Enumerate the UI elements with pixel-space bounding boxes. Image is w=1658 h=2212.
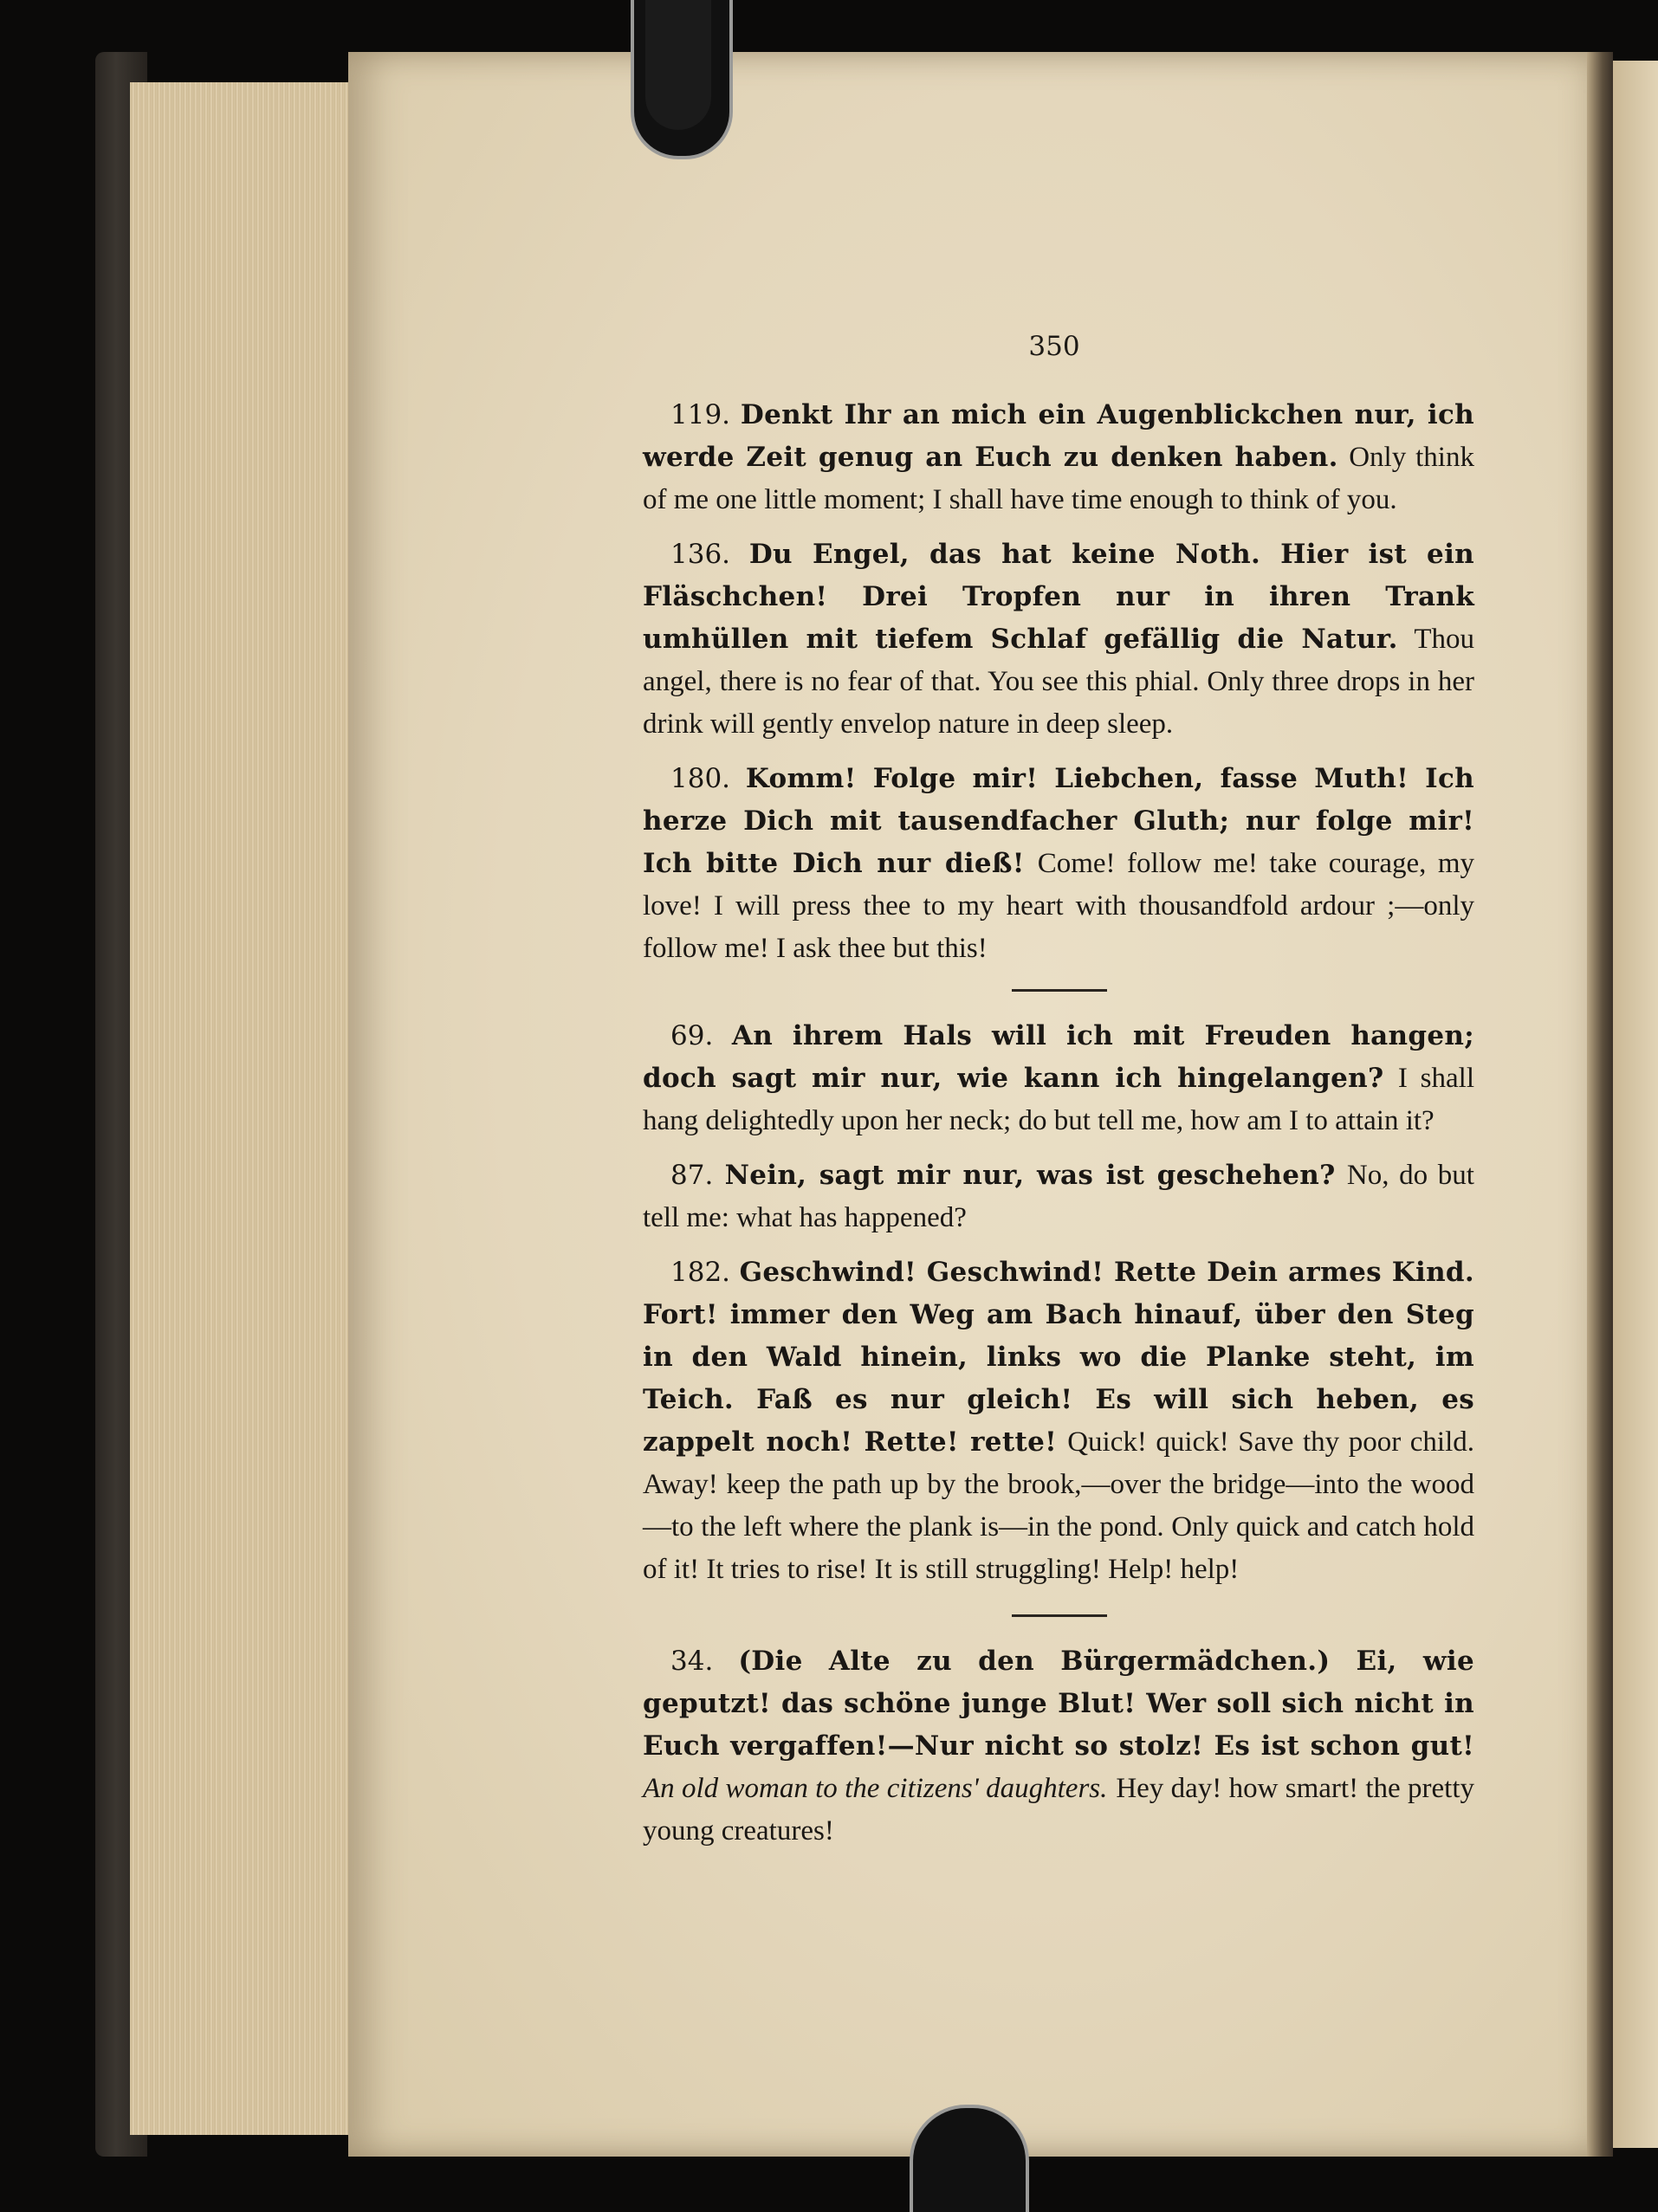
entry-german-text: Denkt Ihr an mich ein Augenblickchen nur, ich werde Zeit genug an Euch zu denken haben. — [643, 399, 1474, 473]
entry-number: 182. — [670, 1257, 731, 1288]
entry-german-text: Komm! Folge mir! Liebchen, fasse Muth! Ich herze Dich mit tausendfacher Gluth; nur folge mir! Ich bitte Dich nur dieß! — [643, 763, 1474, 879]
entry-german-text: Du Engel, das hat keine Noth. Hier ist ein Fläschchen! Drei Tropfen nur in ihren Trank umhüllen mit tiefem Schlaf gefällig die Natur. — [643, 539, 1474, 655]
entry-english-text: Only think of me one little moment; I shall have time enough to think of you. — [643, 442, 1474, 515]
entry-number: 180. — [670, 763, 731, 794]
entry-english-text: No, do but tell me: what has happened? — [643, 1160, 1474, 1233]
entry-number: 87. — [670, 1160, 714, 1191]
entry-english-text: I shall hang delightedly upon her neck; do but tell me, how am I to attain it? — [643, 1063, 1474, 1136]
entry-69 — [643, 1015, 1474, 1142]
entry-english-text: Thou angel, there is no fear of that. You see this phial. Only three drops in her drink will gently envelop nature in deep sleep. — [643, 624, 1475, 740]
entry-number: 136. — [670, 539, 731, 570]
entry-english-text: Come! follow me! take courage, my love! I will press thee to my heart with thousandfold ardour ;—only follow me! I ask thee but this! — [643, 848, 1474, 964]
entry-180 — [643, 758, 1474, 970]
entry-119 — [643, 394, 1474, 521]
page-clip-top-inner — [645, 0, 711, 130]
entry-182 — [643, 1252, 1474, 1591]
text-block-2 — [643, 1015, 1474, 1591]
entry-136 — [643, 534, 1474, 746]
entry-german-text: Nein, sagt mir nur, was ist geschehen? — [724, 1160, 1336, 1191]
entry-english-text: Hey day! how smart! the pretty young creatures! — [643, 1773, 1474, 1847]
section-divider — [1012, 989, 1107, 992]
entry-34 — [643, 1640, 1474, 1853]
text-block-3 — [643, 1640, 1474, 1853]
entry-number: 69. — [670, 1020, 714, 1051]
facing-page-edge — [1613, 61, 1658, 2148]
entry-stage-direction: An old woman to the citizens' daughters. — [643, 1773, 1108, 1804]
entry-german-text: Geschwind! Geschwind! Rette Dein armes Kind. Fort! immer den Weg am Bach hinauf, über den Steg in den Wald hinein, links wo die Planke steht, im Teich. Faß es nur gleich! Es will sich heben, es zappelt noch! Rette! rette! — [643, 1257, 1474, 1458]
page-clip-bottom — [910, 2105, 1029, 2212]
entry-english-text: Quick! quick! Save thy poor child. Away! keep the path up by the brook,—over the bridge—into the wood—to the left where the plank is—in the pond. Only quick and catch hold of it! It tries to rise! It is still struggling! Help! help! — [643, 1426, 1474, 1585]
entry-number: 119. — [670, 399, 731, 430]
section-divider — [1012, 1614, 1107, 1617]
entry-german-text: (Die Alte zu den Bürgermädchen.) Ei, wie geputzt! das schöne junge Blut! Wer soll sich nicht in Euch vergaffen!—Nur nicht so stolz! Es ist schon gut! — [643, 1646, 1474, 1762]
page-edges — [130, 82, 357, 2135]
entry-87 — [643, 1155, 1474, 1239]
page-number: 350 — [1028, 331, 1080, 362]
book-gutter — [1587, 52, 1613, 2157]
text-block-1 — [643, 394, 1474, 970]
entry-number: 34. — [670, 1646, 714, 1677]
entry-german-text: An ihrem Hals will ich mit Freuden hangen; doch sagt mir nur, wie kann ich hingelangen? — [643, 1020, 1474, 1094]
